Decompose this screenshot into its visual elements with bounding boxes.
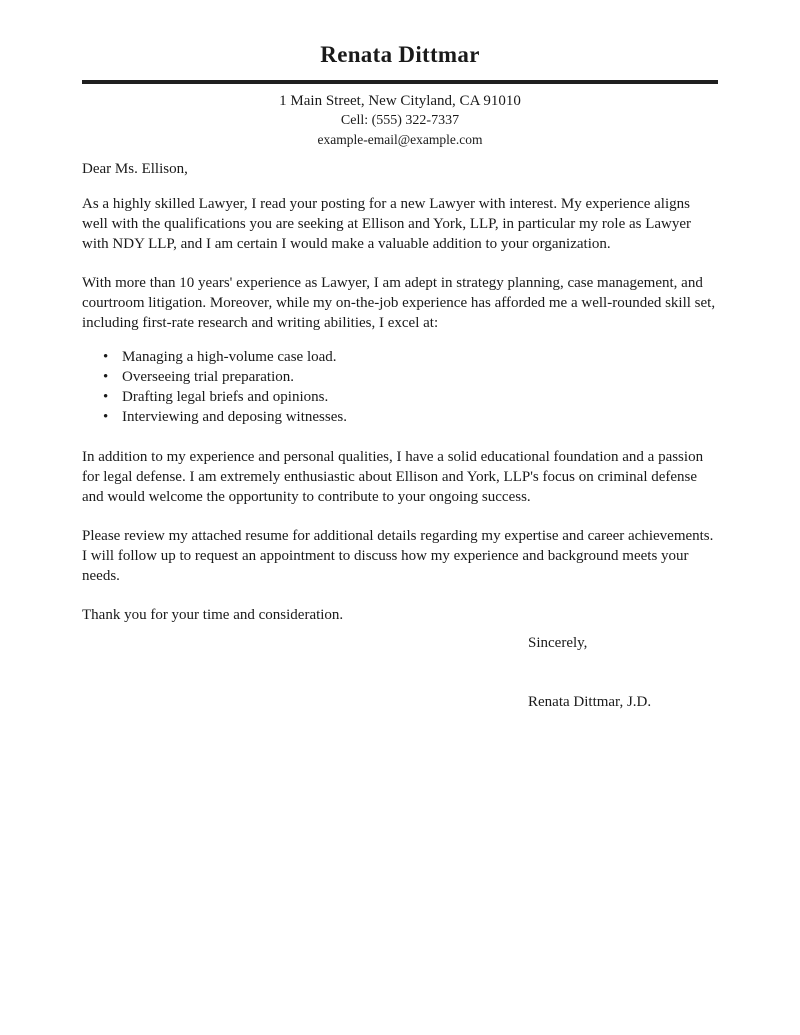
paragraph-thanks: Thank you for your time and consideration.	[82, 607, 344, 623]
list-item	[103, 387, 718, 407]
paragraph-education: In addition to my experience and personal qualities, I have a solid educational foundation and a passion for legal defense. I am extremely enthusiastic about Ellison and York, LLP's focus on criminal defense and would welcome the opportunity to contribute to your ongoing success.	[82, 449, 704, 505]
bullet-icon: •	[103, 409, 109, 425]
paragraph-resume: Please review my attached resume for additional details regarding my expertise and career achievements. I will follow up to request an appointment to discuss how my experience and background meets your needs.	[82, 528, 714, 584]
paragraph-intro: As a highly skilled Lawyer, I read your posting for a new Lawyer with interest. My experience aligns well with the qualifications you are seeking at Ellison and York, LLP, in particular my role as Lawyer with NDY LLP, and I am certain I would make a valuable addition to your organization.	[82, 196, 692, 252]
valediction: Sincerely,	[528, 635, 588, 651]
letter-header	[82, 40, 718, 149]
paragraph-experience: With more than 10 years' experience as Lawyer, I am adept in strategy planning, case management, and courtroom litigation. Moreover, while my on-the-job experience has afforded me a well-rounded skill set, including first-rate research and writing abilities, I excel at:	[82, 275, 716, 331]
skills-list	[82, 347, 718, 427]
list-item	[103, 347, 718, 367]
list-item-text: Interviewing and deposing witnesses.	[122, 409, 347, 425]
list-item	[103, 367, 718, 387]
salutation: Dear Ms. Ellison,	[82, 161, 188, 177]
address-line: 1 Main Street, New Cityland, CA 91010	[279, 93, 521, 109]
list-item-text: Managing a high-volume case load.	[122, 349, 337, 365]
list-item-text: Overseeing trial preparation.	[122, 369, 295, 385]
list-item	[103, 407, 718, 427]
header-divider	[82, 80, 718, 84]
phone-line: Cell: (555) 322-7337	[340, 113, 460, 128]
email-line: example-email@example.com	[317, 132, 483, 147]
bullet-icon: •	[103, 349, 109, 365]
signature: Renata Dittmar, J.D.	[528, 694, 652, 710]
letter-body	[82, 159, 718, 712]
bullet-icon: •	[103, 369, 109, 385]
closing-block	[528, 633, 718, 712]
list-item-text: Drafting legal briefs and opinions.	[122, 389, 329, 405]
bullet-icon: •	[103, 389, 109, 405]
contact-info	[82, 92, 718, 149]
page-title: Renata Dittmar	[320, 42, 480, 67]
